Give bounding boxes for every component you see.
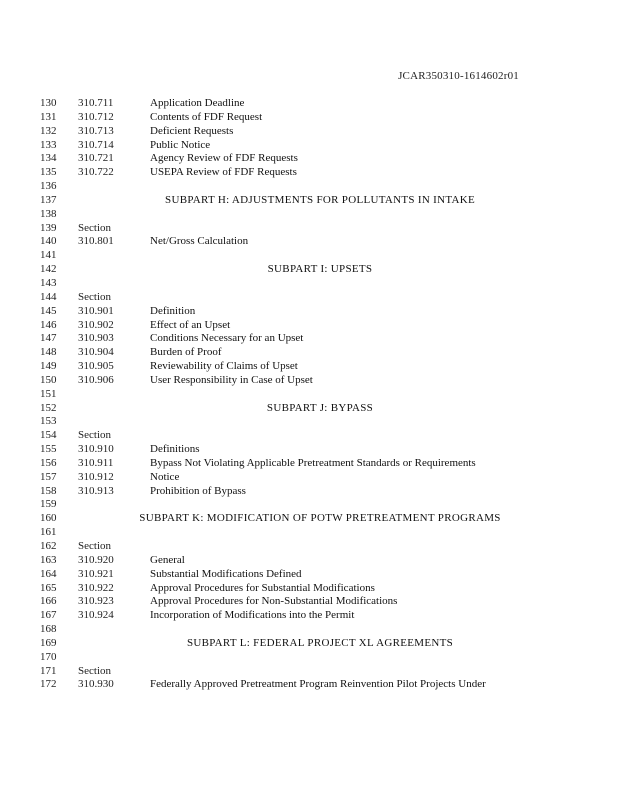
numbered-line (0, 152, 621, 166)
numbered-line (0, 111, 621, 125)
numbered-line (0, 222, 621, 236)
section-number: Section (78, 540, 111, 552)
numbered-line (0, 554, 621, 568)
line-number: 162 (40, 540, 57, 552)
section-number: Section (78, 664, 111, 677)
section-title: General (150, 553, 185, 566)
section-title: Approval Procedures for Non-Substantial Modifications (150, 595, 398, 608)
numbered-line (0, 249, 621, 263)
subpart-heading-line (0, 194, 621, 208)
line-number: 140 (40, 235, 57, 248)
section-number: 310.711 (78, 97, 114, 109)
numbered-line (0, 457, 621, 471)
line-number: 147 (40, 332, 57, 345)
numbered-line (0, 665, 621, 679)
subpart-heading-line (0, 512, 621, 526)
numbered-line (0, 166, 621, 180)
line-number: 148 (40, 346, 57, 359)
line-number: 151 (40, 387, 57, 400)
numbered-line (0, 374, 621, 388)
line-number: 138 (40, 207, 57, 220)
section-title: Burden of Proof (150, 346, 222, 359)
line-number: 155 (40, 443, 57, 456)
section-number: Section (78, 429, 111, 442)
section-title: Notice (150, 470, 180, 483)
numbered-line (0, 678, 621, 692)
numbered-line (0, 125, 621, 139)
numbered-line (0, 415, 621, 429)
numbered-line (0, 443, 621, 457)
section-number: 310.721 (78, 152, 114, 165)
line-number: 150 (40, 373, 57, 386)
numbered-line (0, 235, 621, 249)
line-number: 132 (40, 124, 57, 137)
numbered-line (0, 623, 621, 637)
line-number: 149 (40, 360, 57, 373)
section-title: Application Deadline (150, 97, 245, 109)
line-number: 164 (40, 567, 57, 580)
document-id: JCAR350310-1614602r01 (398, 70, 519, 82)
line-number: 161 (40, 526, 57, 539)
line-number: 137 (40, 193, 57, 206)
line-number: 158 (40, 484, 57, 497)
numbered-line (0, 429, 621, 443)
line-number: 133 (40, 138, 57, 151)
section-number: Section (78, 290, 111, 303)
line-number: 167 (40, 609, 57, 622)
subpart-heading-line (0, 637, 621, 651)
section-number: 310.924 (78, 609, 114, 622)
section-number: 310.722 (78, 166, 114, 179)
line-number: 139 (40, 221, 57, 234)
numbered-line (0, 526, 621, 540)
section-title: Bypass Not Violating Applicable Pretreatment Standards or Requirements (150, 456, 476, 469)
line-number: 156 (40, 456, 57, 469)
section-title: Federally Approved Pretreatment Program Reinvention Pilot Projects Under (150, 678, 486, 691)
numbered-line (0, 388, 621, 402)
section-title: USEPA Review of FDF Requests (150, 166, 297, 179)
numbered-line (0, 582, 621, 596)
section-number: 310.903 (78, 332, 114, 345)
section-number: Section (78, 221, 111, 234)
numbered-line (0, 595, 621, 609)
line-number: 145 (40, 304, 57, 317)
section-number: 310.904 (78, 346, 114, 359)
section-number: 310.712 (78, 110, 114, 123)
subpart-heading-line (0, 263, 621, 277)
line-number: 146 (40, 318, 57, 331)
section-title: Public Notice (150, 138, 211, 151)
numbered-line (0, 540, 621, 554)
line-number: 168 (40, 623, 57, 636)
section-title: Prohibition of Bypass (150, 484, 246, 497)
section-number: 310.901 (78, 304, 114, 317)
numbered-line (0, 208, 621, 222)
numbered-line (0, 291, 621, 305)
line-number: 166 (40, 595, 57, 608)
numbered-line (0, 471, 621, 485)
line-number: 165 (40, 581, 57, 594)
line-number: 159 (40, 498, 57, 511)
line-number: 144 (40, 290, 57, 303)
section-title: Substantial Modifications Defined (150, 567, 302, 580)
section-title: Deficient Requests (150, 124, 234, 137)
numbered-line (0, 97, 621, 111)
section-title: User Responsibility in Case of Upset (150, 373, 313, 386)
numbered-line (0, 277, 621, 291)
section-number: 310.902 (78, 318, 114, 331)
numbered-line (0, 651, 621, 665)
section-title: Net/Gross Calculation (150, 235, 249, 248)
line-number: 153 (40, 415, 57, 428)
line-number: 157 (40, 470, 57, 483)
section-number: 310.801 (78, 235, 114, 248)
section-number: 310.923 (78, 595, 114, 608)
line-number: 170 (40, 650, 57, 663)
numbered-line (0, 180, 621, 194)
section-number: 310.921 (78, 567, 114, 580)
line-number: 130 (40, 97, 57, 109)
line-number: 172 (40, 678, 57, 691)
numbered-line (0, 319, 621, 333)
numbered-line (0, 139, 621, 153)
section-title: Conditions Necessary for an Upset (150, 332, 304, 345)
section-number: 310.906 (78, 373, 114, 386)
line-number: 131 (40, 110, 57, 123)
section-title: Incorporation of Modifications into the Permit (150, 609, 355, 622)
line-number: 152 (40, 401, 57, 414)
numbered-line (0, 568, 621, 582)
line-number: 141 (40, 249, 57, 262)
numbered-line (0, 360, 621, 374)
line-number: 136 (40, 180, 57, 193)
table-of-contents (0, 97, 621, 692)
section-title: Approval Procedures for Substantial Modifications (150, 581, 375, 594)
line-number: 135 (40, 166, 57, 179)
numbered-line (0, 498, 621, 512)
subpart-heading: SUBPART I: UPSETS (267, 263, 373, 276)
numbered-line (0, 609, 621, 623)
line-number: 171 (40, 664, 57, 677)
line-number: 134 (40, 152, 57, 165)
section-number: 310.713 (78, 124, 114, 137)
line-number: 160 (40, 512, 57, 525)
subpart-heading-line (0, 402, 621, 416)
numbered-line (0, 305, 621, 319)
section-title: Agency Review of FDF Requests (150, 152, 298, 165)
section-number: 310.920 (78, 553, 114, 566)
section-number: 310.911 (78, 456, 114, 469)
line-number: 154 (40, 429, 57, 442)
line-number: 163 (40, 553, 57, 566)
section-number: 310.930 (78, 678, 114, 691)
section-title: Definitions (150, 443, 200, 456)
section-number: 310.913 (78, 484, 114, 497)
subpart-heading: SUBPART J: BYPASS (266, 401, 374, 414)
line-number: 143 (40, 276, 57, 289)
numbered-line (0, 332, 621, 346)
section-number: 310.910 (78, 443, 114, 456)
section-number: 310.905 (78, 360, 114, 373)
line-number: 169 (40, 636, 57, 649)
section-number: 310.912 (78, 470, 114, 483)
section-number: 310.922 (78, 581, 114, 594)
subpart-heading: SUBPART H: ADJUSTMENTS FOR POLLUTANTS IN INTAKE (165, 193, 475, 206)
subpart-heading: SUBPART L: FEDERAL PROJECT XL AGREEMENTS (186, 636, 454, 649)
numbered-line (0, 346, 621, 360)
section-title: Contents of FDF Request (150, 110, 263, 123)
numbered-line (0, 485, 621, 499)
subpart-heading: SUBPART K: MODIFICATION OF POTW PRETREATMENT PROGRAMS (139, 512, 501, 525)
section-number: 310.714 (78, 138, 114, 151)
section-title: Reviewability of Claims of Upset (150, 360, 298, 373)
section-title: Definition (150, 304, 196, 317)
line-number: 142 (40, 263, 57, 276)
section-title: Effect of an Upset (150, 318, 231, 331)
